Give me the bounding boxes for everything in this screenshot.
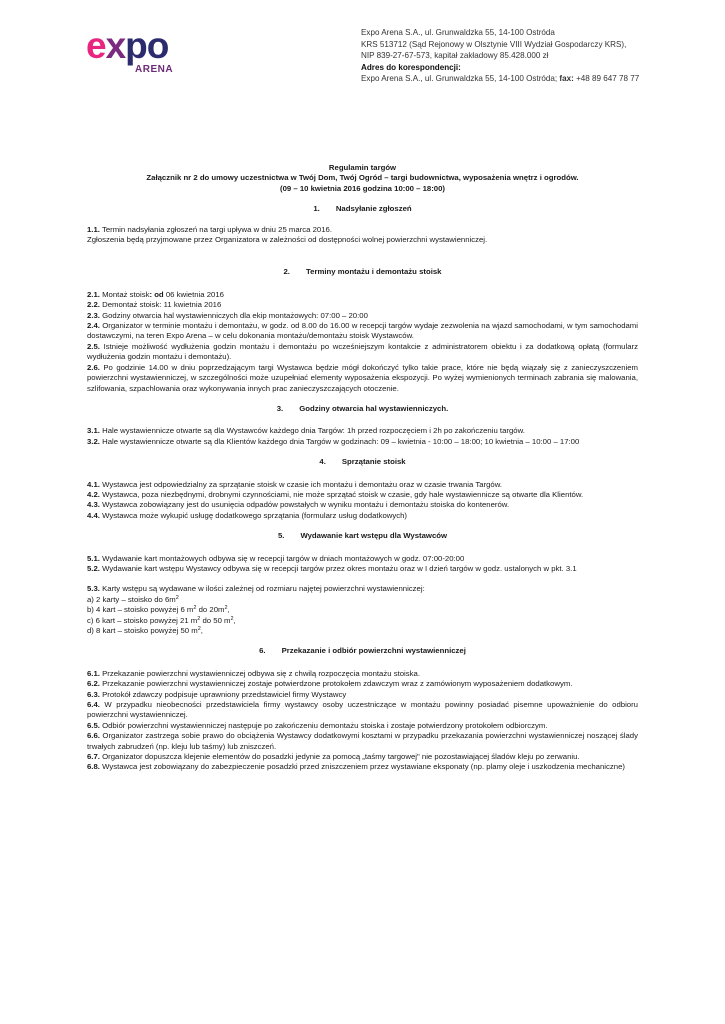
expo-arena-logo bbox=[86, 26, 190, 76]
section-3-heading: 3. Godziny otwarcia hal wystawienniczych. bbox=[276, 403, 449, 413]
para-6-5: 6.5. Odbiór powierzchni wystawienniczej następuje po zakończeniu demontażu stoiska i zostaje potwierdzony protokołem odbiorczym. bbox=[87, 720, 548, 730]
para-4-4: 4.4. Wystawca może wykupić usługę dodatkowego sprzątania (formularz usług dodatkowych) bbox=[87, 510, 407, 520]
para-5-3: 5.3. Karty wstępu są wydawane w ilości zależnej od rozmiaru najętej powierzchni wystawienniczej: bbox=[87, 584, 425, 594]
logo-subtitle: ARENA bbox=[135, 64, 174, 75]
para-1-2: Zgłoszenia będą przyjmowane przez Organizatora w zależności od dostępności wolnej powierzchni wystawienniczej. bbox=[87, 235, 488, 245]
para-3-1: 3.1. Hale wystawiennicze otwarte są dla Wystawców każdego dnia Targów: 1h przed rozpoczęciem i 2h po zakończeniu targów. bbox=[87, 426, 525, 436]
regulations-body bbox=[87, 163, 638, 773]
title-line-3: (09 – 10 kwietnia 2016 godzina 10:00 – 18:00) bbox=[280, 183, 445, 193]
para-3-2: 3.2. Hale wystawiennicze otwarte są dla Klientów każdego dnia Targów w godzinach: 09 – kwietnia - 10:00 – 18:00; 10 kwietnia – 10:00 – 17:00 bbox=[87, 436, 580, 446]
company-line-2: KRS 513712 (Sąd Rejonowy w Olsztynie VIII Wydział Gospodarczy KRS), bbox=[361, 39, 627, 49]
para-2-2: 2.2. Demontaż stoisk: 11 kwietnia 2016 bbox=[87, 300, 222, 310]
para-2-3: 2.3. Godziny otwarcia hal wystawienniczych dla ekip montażowych: 07:00 – 20:00 bbox=[87, 310, 368, 320]
para-6-7: 6.7. Organizator dopuszcza klejenie elementów do posadzki jedynie za pomocą „taśmy targowej" nie pozostawiającej śladów kleju po zerwaniu. bbox=[87, 752, 580, 762]
title-line-1: Regulamin targów bbox=[328, 163, 397, 172]
para-6-2: 6.2. Przekazanie powierzchni wystawienniczej zostaje potwierdzone protokołem zdawczym wraz z zamówionym wyposażeniem dodatkowym. bbox=[87, 679, 573, 689]
list-item-c: c) 6 kart – stoisko powyżej 21 $m^2$ do 50 $m^2$, bbox=[87, 615, 236, 625]
para-2-4: 2.4. Organizator w terminie montażu i demontażu, w godz. od 8.00 do 16.00 w recepcji targów wydaje zezwolenia na wjazd samochodami, w tym samochodami dostawczymi, na teren Expo Arena – w celu dokonania montażu/demontażu stoisk Wystawców. bbox=[87, 321, 638, 341]
para-1-1: 1.1. Termin nadsyłania zgłoszeń na targi upływa w dniu 25 marca 2016. bbox=[87, 224, 332, 234]
para-6-6: 6.6. Organizator zastrzega sobie prawo do obciążenia Wystawcy dodatkowymi kosztami w przypadku przekazania powierzchni wystawienniczej noszącej ślady trwałych zabrudzeń (np. kleju lub taśmy) lub zniszczeń. bbox=[87, 731, 638, 751]
para-2-6: 2.6. Po godzinie 14.00 w dniu poprzedzającym targi Wystawca będzie mógł dokończyć tylko takie prace, które nie będą wiązały się z zanieczyszczeniem powierzchni wystawienniczej, w szczególności może uzupełniać elementy wyposażenia ekspozycji. Po wyżej wymienionych terminach zabrania się malowania, szlifowania, szpachlowania oraz wykonywania innych prac zanieczyszczających otoczenie. bbox=[87, 362, 638, 393]
para-4-2: 4.2. Wystawca, poza niezbędnymi, drobnymi czynnościami, nie może sprzątać stoisk w czasie, gdy hale wystawiennicze są otwarte dla Klientów. bbox=[87, 489, 584, 499]
company-line-3: NIP 839-27-67-573, kapitał zakładowy 85.428.000 zł bbox=[361, 51, 549, 61]
list-item-b: b) 4 kart – stoisko powyżej 6 $m^2$ do $20m^2$, bbox=[87, 605, 230, 615]
para-6-4: 6.4. W przypadku nieobecności przedstawiciela firmy wystawcy osoby uczestniczące w montażu powinny posiadać pisemne upoważnienie do odbioru powierzchni wystawienniczej. bbox=[87, 700, 638, 720]
para-2-5: 2.5. Istnieje możliwość wydłużenia godzin montażu i demontażu po wcześniejszym kontakcie z administratorem obiektu i za dodatkową opłatą (formularz wydłużenia godzin montażu i demontażu). bbox=[87, 341, 638, 362]
company-line-1: Expo Arena S.A., ul. Grunwaldzka 55, 14-100 Ostróda bbox=[361, 28, 555, 37]
list-item-d: d) 8 kart – stoisko powyżej 50 $m^2$, bbox=[87, 626, 203, 635]
expo-logo-graphic bbox=[86, 26, 190, 76]
para-5-2: 5.2. Wydawanie kart wstępu Wystawcy odbywa się w recepcji targów przez okres montażu oraz w I dzień targów w godz. ustalonych w pkt. 3.1 bbox=[87, 563, 577, 573]
para-5-1: 5.1. Wydawanie kart montażowych odbywa się w recepcji targów w dniach montażowych w godz. 07:00-20:00 bbox=[87, 553, 465, 563]
section-6-heading: 6. Przekazanie i odbiór powierzchni wystawienniczej bbox=[259, 646, 466, 656]
para-4-3: 4.3. Wystawca zobowiązany jest do usunięcia odpadów powstałych w wyniku montażu i demontażu stoiska do kontenerów. bbox=[87, 500, 510, 510]
company-info bbox=[361, 27, 706, 85]
svg-text:expo: expo bbox=[86, 26, 169, 66]
para-2-1: 2.1. Montaż stoisk: od 06 kwietnia 2016 bbox=[87, 289, 224, 299]
section-4-heading: 4. Sprzątanie stoisk bbox=[319, 457, 406, 467]
list-item-a: a) 2 karty – stoisko do $6m^2$ bbox=[87, 594, 179, 604]
section-5-heading: 5. Wydawanie kart wstępu dla Wystawców bbox=[277, 531, 448, 541]
title-line-2: Załącznik nr 2 do umowy uczestnictwa w Twój Dom, Twój Ogród – targi budownictwa, wyposażenia wnętrz i ogrodów. bbox=[146, 173, 579, 183]
document-title bbox=[87, 163, 638, 194]
para-6-8: 6.8. Wystawca jest zobowiązany do zabezpieczenie posadzki przed zniszczeniem przez wystawiane eksponaty (np. plamy oleje i uszkodzenia mechaniczne) bbox=[87, 762, 625, 772]
section-2-heading: 2. Terminy montażu i demontażu stoisk bbox=[283, 267, 442, 277]
para-6-3: 6.3. Protokół zdawczy podpisuje uprawniony przedstawiciel firmy Wystawcy bbox=[87, 689, 347, 699]
para-6-1: 6.1. Przekazanie powierzchni wystawienniczej odbywa się z chwilą rozpoczęcia montażu stoiska. bbox=[87, 668, 420, 678]
section-1-heading: 1. Nadsyłanie zgłoszeń bbox=[313, 204, 412, 214]
correspondence-label: Adres do korespondencji: bbox=[361, 62, 461, 72]
para-4-1: 4.1. Wystawca jest odpowiedzialny za sprzątanie stoisk w czasie ich montażu i demontażu oraz w czasie trwania Targów. bbox=[87, 479, 503, 489]
company-line-5: Expo Arena S.A., ul. Grunwaldzka 55, 14-100 Ostróda; fax: +48 89 647 78 77 bbox=[361, 74, 640, 84]
